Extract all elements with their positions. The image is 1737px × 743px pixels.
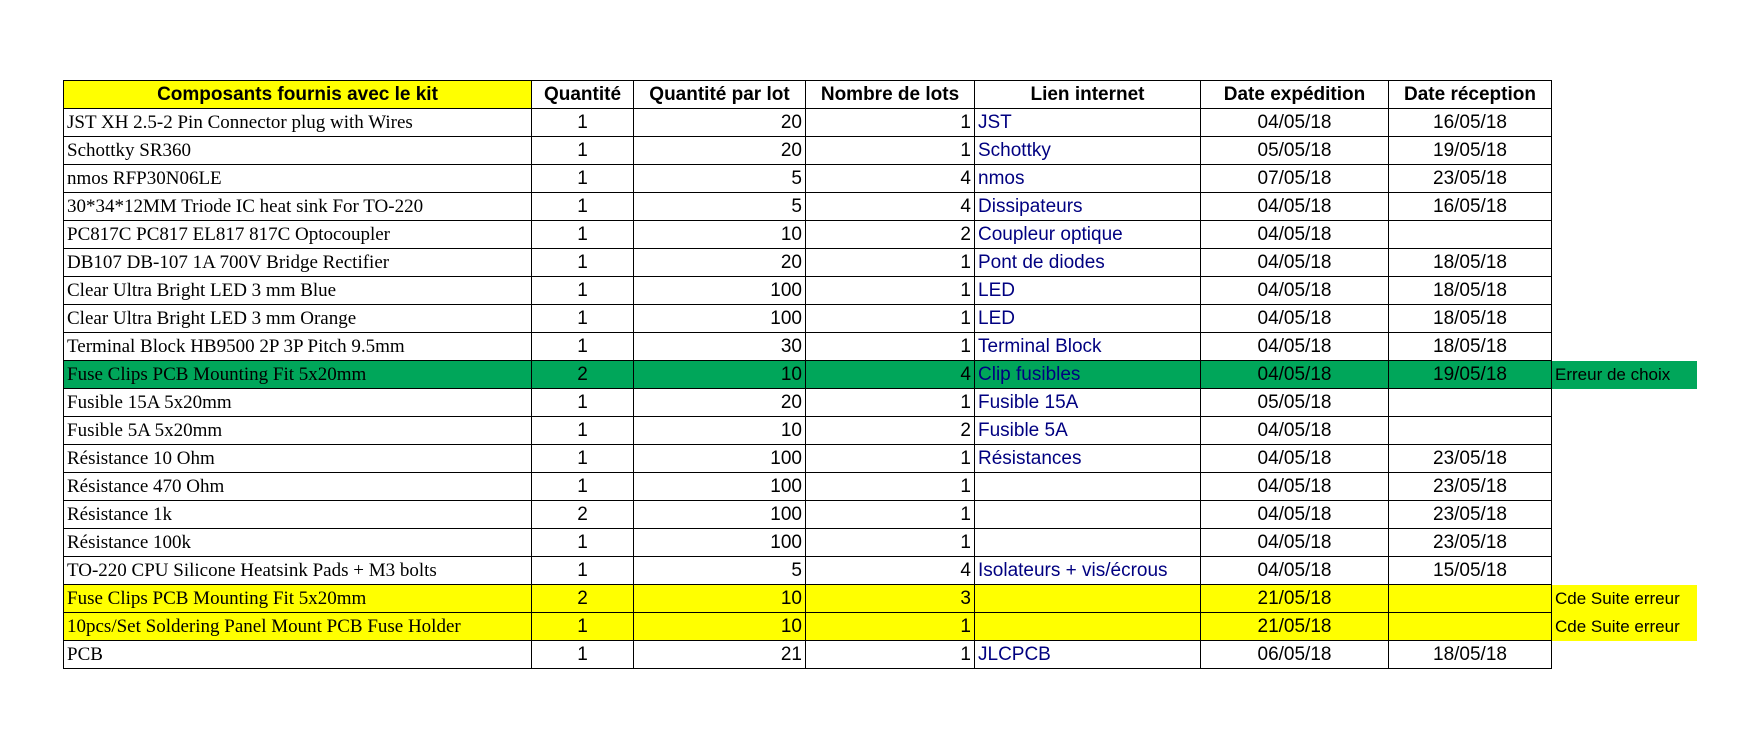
- cell-date-expedition[interactable]: 04/05/18: [1201, 361, 1389, 389]
- cell-quantite-par-lot[interactable]: 21: [634, 641, 806, 669]
- cell-quantite[interactable]: 1: [532, 333, 634, 361]
- table-row: [64, 389, 1697, 417]
- cell-nombre-de-lots[interactable]: 1: [806, 529, 975, 557]
- cell-date-reception[interactable]: 15/05/18: [1389, 557, 1552, 585]
- cell-lien-internet[interactable]: Dissipateurs: [975, 193, 1201, 221]
- cell-date-reception[interactable]: [1389, 389, 1552, 417]
- table-row: [64, 613, 1697, 641]
- cell-date-expedition[interactable]: 04/05/18: [1201, 529, 1389, 557]
- cell-note: [1552, 165, 1697, 193]
- cell-nombre-de-lots[interactable]: 2: [806, 221, 975, 249]
- cell-note: [1552, 501, 1697, 529]
- cell-note: [1552, 557, 1697, 585]
- cell-lien-internet[interactable]: Terminal Block: [975, 333, 1201, 361]
- cell-nombre-de-lots[interactable]: 1: [806, 277, 975, 305]
- cell-note: [1552, 417, 1697, 445]
- cell-quantite-par-lot[interactable]: 20: [634, 109, 806, 137]
- cell-quantite[interactable]: 2: [532, 501, 634, 529]
- cell-component[interactable]: PC817C PC817 EL817 817C Optocoupler: [64, 221, 532, 249]
- cell-quantite-par-lot[interactable]: 100: [634, 501, 806, 529]
- cell-quantite[interactable]: 1: [532, 193, 634, 221]
- cell-lien-internet[interactable]: Fusible 15A: [975, 389, 1201, 417]
- cell-component[interactable]: Fusible 15A 5x20mm: [64, 389, 532, 417]
- table-row: [64, 501, 1697, 529]
- cell-date-reception[interactable]: 18/05/18: [1389, 277, 1552, 305]
- cell-component[interactable]: Fuse Clips PCB Mounting Fit 5x20mm: [64, 361, 532, 389]
- cell-quantite[interactable]: 1: [532, 221, 634, 249]
- cell-quantite-par-lot[interactable]: 20: [634, 389, 806, 417]
- cell-quantite[interactable]: 1: [532, 417, 634, 445]
- cell-quantite[interactable]: 1: [532, 137, 634, 165]
- cell-quantite-par-lot[interactable]: 30: [634, 333, 806, 361]
- cell-quantite-par-lot[interactable]: 100: [634, 305, 806, 333]
- cell-lien-internet[interactable]: [975, 473, 1201, 501]
- table-row: [64, 417, 1697, 445]
- cell-component[interactable]: Clear Ultra Bright LED 3 mm Blue: [64, 277, 532, 305]
- cell-quantite[interactable]: 1: [532, 641, 634, 669]
- cell-nombre-de-lots[interactable]: 4: [806, 361, 975, 389]
- table-row: [64, 333, 1697, 361]
- cell-lien-internet[interactable]: LED: [975, 277, 1201, 305]
- cell-date-expedition[interactable]: 04/05/18: [1201, 445, 1389, 473]
- cell-date-expedition[interactable]: 04/05/18: [1201, 473, 1389, 501]
- cell-component[interactable]: Résistance 100k: [64, 529, 532, 557]
- cell-lien-internet[interactable]: [975, 529, 1201, 557]
- header-kit[interactable]: Composants fournis avec le kit: [64, 81, 532, 109]
- cell-quantite-par-lot[interactable]: 10: [634, 417, 806, 445]
- cell-note: [1552, 277, 1697, 305]
- cell-lien-internet[interactable]: Isolateurs + vis/écrous: [975, 557, 1201, 585]
- table-row: [64, 641, 1697, 669]
- cell-quantite[interactable]: 2: [532, 361, 634, 389]
- cell-date-reception[interactable]: [1389, 221, 1552, 249]
- cell-nombre-de-lots[interactable]: 1: [806, 613, 975, 641]
- cell-date-expedition[interactable]: 21/05/18: [1201, 585, 1389, 613]
- cell-nombre-de-lots[interactable]: 1: [806, 501, 975, 529]
- cell-nombre-de-lots[interactable]: 4: [806, 193, 975, 221]
- cell-lien-internet[interactable]: Fusible 5A: [975, 417, 1201, 445]
- cell-note: [1552, 137, 1697, 165]
- cell-nombre-de-lots[interactable]: 4: [806, 165, 975, 193]
- cell-quantite-par-lot[interactable]: 100: [634, 445, 806, 473]
- table-row: [64, 585, 1697, 613]
- cell-nombre-de-lots[interactable]: 1: [806, 305, 975, 333]
- cell-quantite-par-lot[interactable]: 100: [634, 277, 806, 305]
- cell-nombre-de-lots[interactable]: 1: [806, 249, 975, 277]
- cell-note: [1552, 193, 1697, 221]
- cell-lien-internet[interactable]: [975, 501, 1201, 529]
- cell-date-expedition[interactable]: 05/05/18: [1201, 137, 1389, 165]
- components-table: [63, 80, 1697, 669]
- header-date-reception[interactable]: Date réception: [1389, 81, 1552, 109]
- cell-date-reception[interactable]: 16/05/18: [1389, 193, 1552, 221]
- cell-lien-internet[interactable]: Schottky: [975, 137, 1201, 165]
- header-row: [64, 81, 1697, 109]
- table-row: [64, 277, 1697, 305]
- cell-component[interactable]: Clear Ultra Bright LED 3 mm Orange: [64, 305, 532, 333]
- cell-date-expedition[interactable]: 04/05/18: [1201, 501, 1389, 529]
- cell-date-expedition[interactable]: 04/05/18: [1201, 305, 1389, 333]
- cell-date-reception[interactable]: 19/05/18: [1389, 137, 1552, 165]
- table-row: [64, 165, 1697, 193]
- cell-date-expedition[interactable]: 04/05/18: [1201, 249, 1389, 277]
- cell-date-expedition[interactable]: 05/05/18: [1201, 389, 1389, 417]
- table-row: [64, 109, 1697, 137]
- cell-note: [1552, 529, 1697, 557]
- cell-date-expedition[interactable]: 04/05/18: [1201, 109, 1389, 137]
- cell-lien-internet[interactable]: Coupleur optique: [975, 221, 1201, 249]
- cell-date-reception[interactable]: 23/05/18: [1389, 165, 1552, 193]
- cell-component[interactable]: Fusible 5A 5x20mm: [64, 417, 532, 445]
- cell-lien-internet[interactable]: JST: [975, 109, 1201, 137]
- cell-component[interactable]: TO-220 CPU Silicone Heatsink Pads + M3 bolts: [64, 557, 532, 585]
- cell-quantite[interactable]: 1: [532, 109, 634, 137]
- cell-quantite-par-lot[interactable]: 20: [634, 137, 806, 165]
- cell-quantite[interactable]: 1: [532, 165, 634, 193]
- table-row: [64, 445, 1697, 473]
- cell-note: [1552, 305, 1697, 333]
- cell-date-expedition[interactable]: 04/05/18: [1201, 417, 1389, 445]
- table-row: [64, 529, 1697, 557]
- cell-lien-internet[interactable]: nmos: [975, 165, 1201, 193]
- cell-component[interactable]: nmos RFP30N06LE: [64, 165, 532, 193]
- cell-date-reception[interactable]: 18/05/18: [1389, 305, 1552, 333]
- cell-quantite[interactable]: 1: [532, 613, 634, 641]
- cell-nombre-de-lots[interactable]: 1: [806, 473, 975, 501]
- cell-date-reception[interactable]: 18/05/18: [1389, 249, 1552, 277]
- cell-component[interactable]: 30*34*12MM Triode IC heat sink For TO-220: [64, 193, 532, 221]
- cell-date-reception[interactable]: 16/05/18: [1389, 109, 1552, 137]
- cell-date-expedition[interactable]: 07/05/18: [1201, 165, 1389, 193]
- cell-quantite[interactable]: 1: [532, 445, 634, 473]
- cell-quantite[interactable]: 1: [532, 557, 634, 585]
- cell-note: [1552, 445, 1697, 473]
- cell-quantite-par-lot[interactable]: 10: [634, 221, 806, 249]
- cell-quantite-par-lot[interactable]: 5: [634, 193, 806, 221]
- cell-quantite[interactable]: 1: [532, 389, 634, 417]
- cell-component[interactable]: DB107 DB-107 1A 700V Bridge Rectifier: [64, 249, 532, 277]
- cell-component[interactable]: Résistance 10 Ohm: [64, 445, 532, 473]
- cell-quantite-par-lot[interactable]: 10: [634, 585, 806, 613]
- cell-component[interactable]: Résistance 470 Ohm: [64, 473, 532, 501]
- cell-component[interactable]: PCB: [64, 641, 532, 669]
- cell-nombre-de-lots[interactable]: 1: [806, 641, 975, 669]
- header-lien-internet[interactable]: Lien internet: [975, 81, 1201, 109]
- cell-date-expedition[interactable]: 04/05/18: [1201, 277, 1389, 305]
- cell-date-reception[interactable]: 18/05/18: [1389, 333, 1552, 361]
- cell-quantite-par-lot[interactable]: 5: [634, 165, 806, 193]
- cell-component[interactable]: Fuse Clips PCB Mounting Fit 5x20mm: [64, 585, 532, 613]
- cell-note: [1552, 109, 1697, 137]
- cell-quantite-par-lot[interactable]: 5: [634, 557, 806, 585]
- table-row: [64, 221, 1697, 249]
- cell-date-reception[interactable]: 23/05/18: [1389, 445, 1552, 473]
- cell-date-reception[interactable]: 19/05/18: [1389, 361, 1552, 389]
- cell-component[interactable]: Schottky SR360: [64, 137, 532, 165]
- cell-lien-internet[interactable]: Résistances: [975, 445, 1201, 473]
- cell-nombre-de-lots[interactable]: 3: [806, 585, 975, 613]
- cell-quantite[interactable]: 2: [532, 585, 634, 613]
- cell-component[interactable]: Résistance 1k: [64, 501, 532, 529]
- cell-nombre-de-lots[interactable]: 1: [806, 333, 975, 361]
- cell-note: [1552, 641, 1697, 669]
- cell-nombre-de-lots[interactable]: 1: [806, 137, 975, 165]
- cell-component[interactable]: JST XH 2.5-2 Pin Connector plug with Wires: [64, 109, 532, 137]
- cell-quantite[interactable]: 1: [532, 529, 634, 557]
- cell-quantite[interactable]: 1: [532, 249, 634, 277]
- cell-note: [1552, 473, 1697, 501]
- cell-date-reception[interactable]: 23/05/18: [1389, 501, 1552, 529]
- table-row: [64, 305, 1697, 333]
- cell-date-expedition[interactable]: 04/05/18: [1201, 557, 1389, 585]
- cell-date-expedition[interactable]: 04/05/18: [1201, 221, 1389, 249]
- cell-quantite[interactable]: 1: [532, 473, 634, 501]
- cell-lien-internet[interactable]: [975, 585, 1201, 613]
- cell-date-expedition[interactable]: 21/05/18: [1201, 613, 1389, 641]
- cell-component[interactable]: Terminal Block HB9500 2P 3P Pitch 9.5mm: [64, 333, 532, 361]
- cell-quantite[interactable]: 1: [532, 305, 634, 333]
- cell-date-reception[interactable]: [1389, 585, 1552, 613]
- cell-lien-internet[interactable]: Pont de diodes: [975, 249, 1201, 277]
- cell-note: Erreur de choix: [1552, 361, 1697, 389]
- cell-quantite-par-lot[interactable]: 100: [634, 529, 806, 557]
- cell-note: [1552, 249, 1697, 277]
- cell-date-expedition[interactable]: 04/05/18: [1201, 193, 1389, 221]
- cell-note: [1552, 221, 1697, 249]
- cell-lien-internet[interactable]: LED: [975, 305, 1201, 333]
- cell-date-reception[interactable]: [1389, 613, 1552, 641]
- cell-date-expedition[interactable]: 06/05/18: [1201, 641, 1389, 669]
- header-quantite[interactable]: Quantité: [532, 81, 634, 109]
- header-quantite-par-lot[interactable]: Quantité par lot: [634, 81, 806, 109]
- cell-note: [1552, 333, 1697, 361]
- cell-note: [1552, 389, 1697, 417]
- cell-date-reception[interactable]: [1389, 417, 1552, 445]
- cell-nombre-de-lots[interactable]: 1: [806, 389, 975, 417]
- cell-nombre-de-lots[interactable]: 4: [806, 557, 975, 585]
- cell-quantite-par-lot[interactable]: 10: [634, 361, 806, 389]
- header-nombre-de-lots[interactable]: Nombre de lots: [806, 81, 975, 109]
- cell-nombre-de-lots[interactable]: 1: [806, 109, 975, 137]
- cell-quantite-par-lot[interactable]: 10: [634, 613, 806, 641]
- cell-note: Cde Suite erreur: [1552, 613, 1697, 641]
- cell-lien-internet[interactable]: [975, 613, 1201, 641]
- cell-date-reception[interactable]: 23/05/18: [1389, 529, 1552, 557]
- table-row: [64, 361, 1697, 389]
- cell-quantite[interactable]: 1: [532, 277, 634, 305]
- cell-nombre-de-lots[interactable]: 2: [806, 417, 975, 445]
- cell-nombre-de-lots[interactable]: 1: [806, 445, 975, 473]
- table-row: [64, 473, 1697, 501]
- cell-note: Cde Suite erreur: [1552, 585, 1697, 613]
- header-date-expedition[interactable]: Date expédition: [1201, 81, 1389, 109]
- cell-date-reception[interactable]: 18/05/18: [1389, 641, 1552, 669]
- cell-quantite-par-lot[interactable]: 100: [634, 473, 806, 501]
- table-row: [64, 137, 1697, 165]
- cell-date-reception[interactable]: 23/05/18: [1389, 473, 1552, 501]
- table-row: [64, 557, 1697, 585]
- header-note: [1552, 81, 1697, 109]
- cell-date-expedition[interactable]: 04/05/18: [1201, 333, 1389, 361]
- cell-quantite-par-lot[interactable]: 20: [634, 249, 806, 277]
- cell-component[interactable]: 10pcs/Set Soldering Panel Mount PCB Fuse Holder: [64, 613, 532, 641]
- cell-lien-internet[interactable]: JLCPCB: [975, 641, 1201, 669]
- cell-lien-internet[interactable]: Clip fusibles: [975, 361, 1201, 389]
- table-row: [64, 249, 1697, 277]
- table-row: [64, 193, 1697, 221]
